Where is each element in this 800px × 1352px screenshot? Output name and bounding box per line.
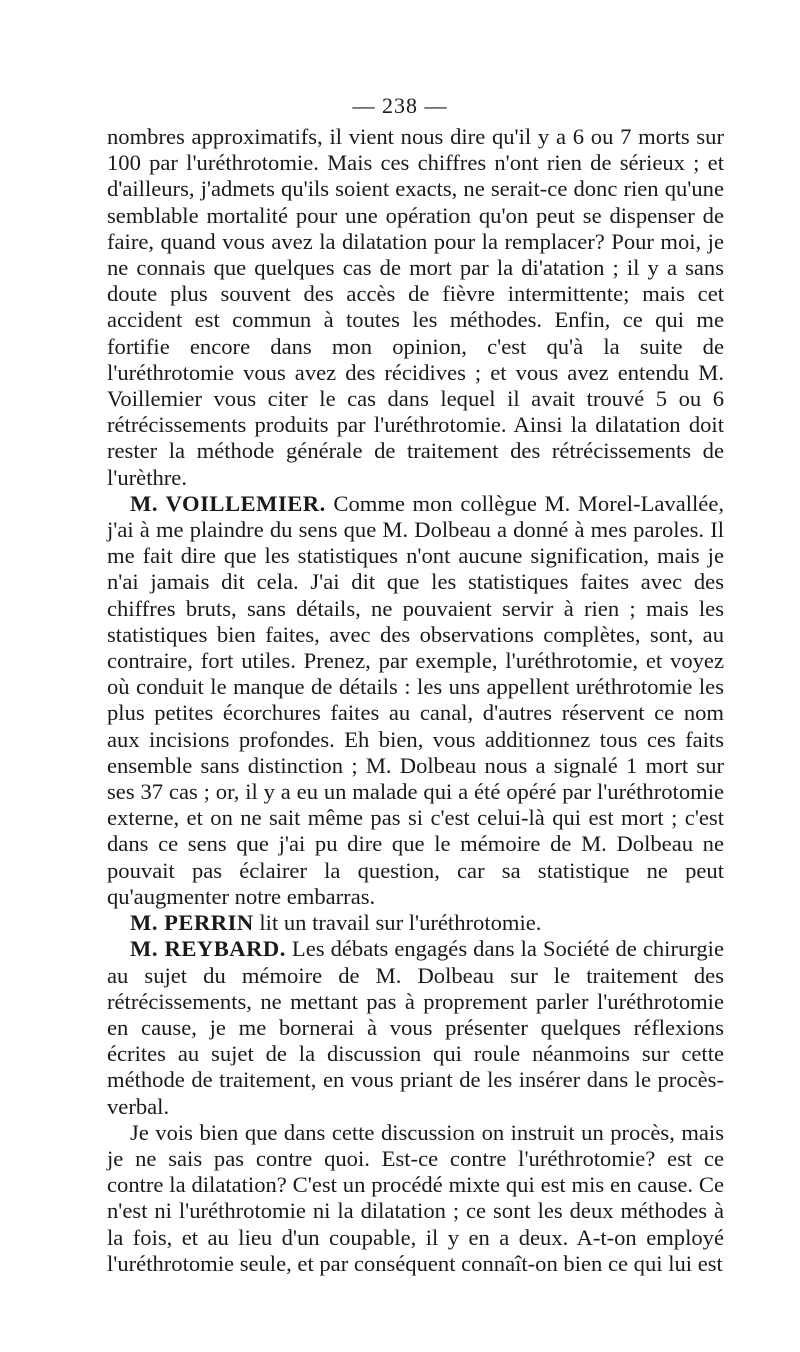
paragraph-reybard-continued: Je vois bien que dans cette discussion on instruit un procès, mais je ne sais pas contre quoi. Est-ce contre l'uréthrotomie? est ce contre la dilatation? C'est un procédé mixte qui est mis en cause. Ce n'est ni l'uréthrotomie ni la dilatation ; ce sont les deux méthodes à la fois, et au lieu d'un coupable, il y en a deux. A-t-on employé l'uréthrotomie seule, et par conséquent connaît-on bien ce qui lui est: [107, 1119, 724, 1276]
speaker-name: M. VOILLEMIER.: [130, 490, 326, 516]
text-body: [107, 124, 724, 1277]
speaker-name: M. REYBARD.: [130, 936, 286, 962]
speaker-name: M. PERRIN: [130, 910, 254, 936]
paragraph-text: Les débats engagés dans la Société de chirurgie au sujet du mémoire de M. Dolbeau sur le traitement des rétrécissements, ne mettant pas à proprement parler l'uréthrotomie en cause, je me bornerai à vous présenter quelques réflexions écrites au sujet de la discussion qui roule néanmoins sur cette méthode de traitement, en vous priant de les insérer dans le procès-verbal.: [107, 936, 724, 1119]
paragraph-continuation: nombres approximatifs, il vient nous dire qu'il y a 6 ou 7 morts sur 100 par l'uréthrotomie. Mais ces chiffres n'ont rien de sérieux ; et d'ailleurs, j'admets qu'ils soient exacts, ne serait-ce donc rien qu'une semblable mortalité pour une opération qu'on peut se dispenser de faire, quand vous avez la dilatation pour la remplacer? Pour moi, je ne connais que quelques cas de mort par la di'atation ; il y a sans doute plus souvent des accès de fièvre intermittente; mais cet accident est commun à toutes les méthodes. Enfin, ce qui me fortifie encore dans mon opinion, c'est qu'à la suite de l'uréthrotomie vous avez des récidives ; et vous avez entendu M. Voillemier vous citer le cas dans lequel il avait trouvé 5 ou 6 rétrécissements produits par l'uréthrotomie. Ainsi la dilatation doit rester la méthode générale de traitement des rétrécissements de l'urèthre.: [107, 124, 724, 490]
paragraph-text: Comme mon collègue M. Morel-Lavallée, j'ai à me plaindre du sens que M. Dolbeau a donné à mes paroles. Il me fait dire que les statistiques n'ont aucune signification, mais je n'ai jamais dit cela. J'ai dit que les statistiques faites avec des chiffres bruts, sans détails, ne pouvaient servir à rien ; mais les statistiques bien faites, avec des observations complètes, sont, au contraire, fort utiles. Prenez, par exemple, l'uréthrotomie, et voyez où conduit le manque de détails : les uns appellent uréthrotomie les plus petites écorchures faites au canal, d'autres réservent ce nom aux incisions profondes. Eh bien, vous additionnez tous ces faits ensemble sans distinction ; M. Dolbeau nous a signalé 1 mort sur ses 37 cas ; or, il y a eu un malade qui a été opéré par l'uréthrotomie externe, et on ne sait même pas si c'est celui-là qui est mort ; c'est dans ce sens que j'ai pu dire que le mémoire de M. Dolbeau ne pouvait pas éclairer la question, car sa statistique ne peut qu'augmenter notre embarras.: [107, 490, 724, 909]
page-number: — 238 —: [352, 93, 448, 118]
paragraph-reybard: [107, 936, 724, 1119]
paragraph-voillemier: [107, 491, 724, 910]
paragraph-text: lit un travail sur l'uréthrotomie.: [253, 910, 542, 936]
paragraph-perrin: [107, 910, 724, 936]
